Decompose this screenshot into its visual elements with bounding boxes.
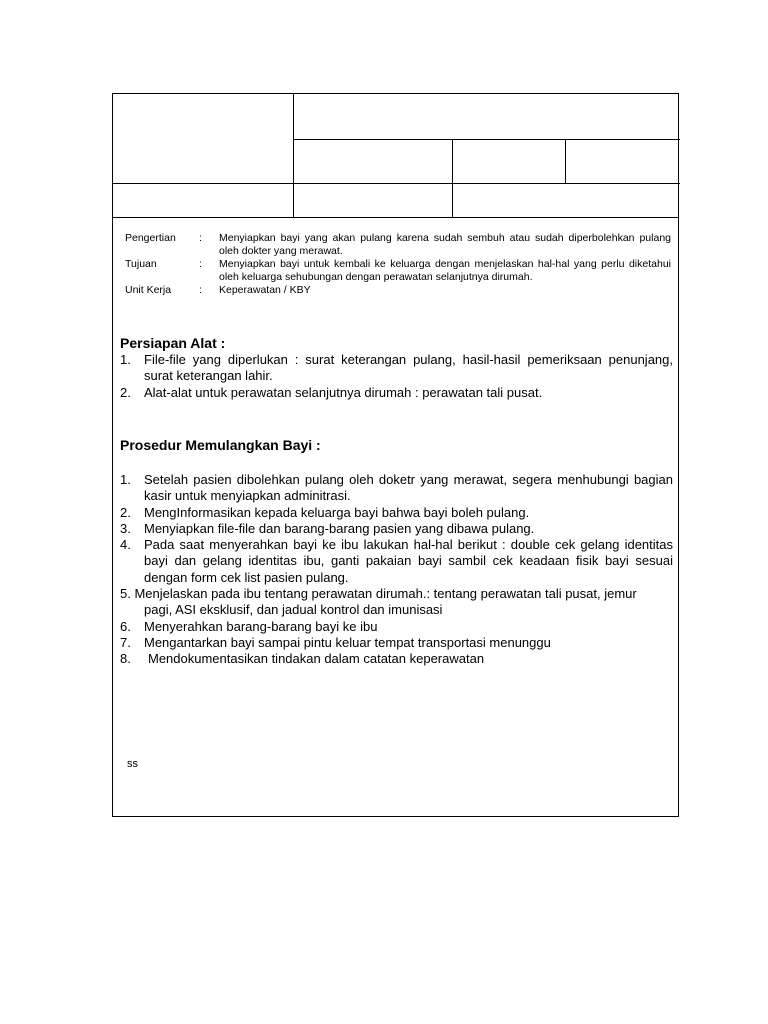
item-text: Menyerahkan barang-barang bayi ke ibu — [144, 618, 378, 634]
header-divider — [293, 94, 294, 217]
item-text: File-file yang diperlukan : surat keterangan pulang, hasil-hasil pemeriksaan penunjang, surat keterangan lahir. — [144, 352, 673, 384]
info-label: Pengertian — [125, 232, 176, 244]
item-number: 6. — [120, 618, 131, 634]
item-number: 3. — [120, 520, 131, 536]
info-value: Menyiapkan bayi yang akan pulang karena sudah sembuh atau sudah diperbolehkan pulang oleh dokter yang merawat. — [219, 232, 671, 257]
item-number: 1. — [120, 352, 131, 367]
item-text: MengInformasikan kepada keluarga bayi bahwa bayi boleh pulang. — [144, 504, 530, 520]
item-text: Pada saat menyerahkan bayi ke ibu lakukan hal-hal berikut : double cek gelang identitas bayi dan gelang identitas ibu, ganti pakaian bayi sambil cek keadaan fisik bayi sesuai dengan form cek list pasien pulang. — [144, 537, 673, 585]
item-text: Menyiapkan file-file dan barang-barang pasien yang dibawa pulang. — [144, 520, 535, 536]
list-item — [120, 651, 673, 667]
item-text: Alat-alat untuk perawatan selanjutnya dirumah : perawatan tali pusat. — [144, 384, 543, 400]
header-divider — [293, 139, 680, 140]
info-block — [125, 232, 671, 298]
item-number: 8. — [120, 651, 131, 667]
item-number: 1. — [120, 472, 131, 487]
persiapan-list — [120, 352, 673, 401]
persiapan-title: Persiapan Alat : — [120, 335, 226, 351]
item-number: 2. — [120, 504, 131, 520]
item-text: Mendokumentasikan tindakan dalam catatan keperawatan — [148, 651, 485, 667]
info-label: Unit Kerja — [125, 284, 172, 296]
header-table — [113, 94, 678, 218]
item-text: Setelah pasien dibolehkan pulang oleh doketr yang merawat, segera menhubungi bagian kasir untuk menyiapkan adminitrasi. — [144, 472, 673, 504]
item-number: 5. — [120, 586, 131, 602]
list-item — [120, 505, 673, 521]
info-colon: : — [199, 284, 202, 296]
info-value: Menyiapkan bayi untuk kembali ke keluarga dengan menjelaskan hal-hal yang perlu diketahui oleh keluarga sehubungan dengan perawatan selanjutnya dirumah. — [219, 258, 671, 283]
prosedur-title: Prosedur Memulangkan Bayi : — [120, 437, 321, 453]
list-item — [120, 352, 673, 385]
item-number: 7. — [120, 634, 131, 650]
info-colon: : — [199, 258, 202, 270]
item-text: Mengantarkan bayi sampai pintu keluar tempat transportasi menunggu — [144, 634, 551, 650]
item-text-continued: pagi, ASI eksklusif, dan jadual kontrol dan imunisasi — [144, 602, 443, 618]
list-item — [120, 385, 673, 401]
info-row-tujuan — [125, 258, 671, 283]
info-row-pengertian — [125, 232, 671, 257]
list-item — [120, 586, 673, 619]
header-divider — [113, 183, 680, 184]
footer-mark: ss — [127, 758, 138, 770]
header-divider — [452, 139, 453, 217]
prosedur-list — [120, 472, 673, 668]
item-number: 4. — [120, 537, 131, 553]
info-colon: : — [199, 232, 202, 244]
info-value: Keperawatan / KBY — [219, 284, 311, 296]
list-item — [120, 521, 673, 537]
list-item — [120, 472, 673, 505]
list-item — [120, 537, 673, 586]
header-divider — [565, 139, 566, 183]
info-row-unit-kerja — [125, 284, 671, 297]
item-number: 2. — [120, 384, 131, 400]
list-item — [120, 619, 673, 635]
sop-document — [112, 93, 679, 817]
item-text: Menjelaskan pada ibu tentang perawatan dirumah.: tentang perawatan tali pusat, jemur — [134, 586, 637, 602]
list-item — [120, 635, 673, 651]
info-label: Tujuan — [125, 258, 157, 270]
